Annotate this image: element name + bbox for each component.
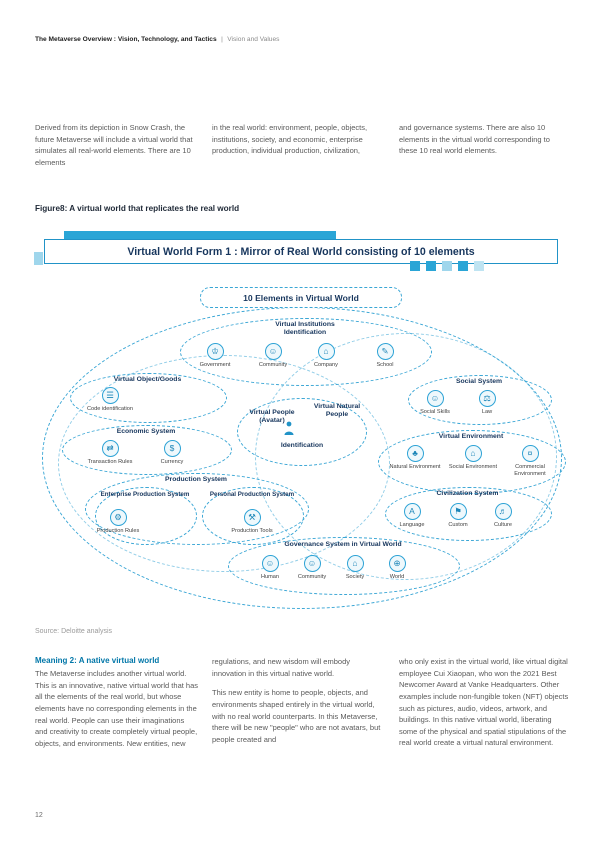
social-system-title: Social System — [455, 378, 503, 385]
social-skills-icon: ☺ — [427, 390, 444, 407]
virtual-people-title: Virtual People (Avatar) — [249, 409, 295, 425]
intro-column-1: Derived from its depiction in Snow Crash, the future Metaverse will include a virtual world that simulates all real-world elements. There are 10 elements — [35, 123, 193, 167]
school-icon: ✎ — [377, 343, 394, 360]
transaction-arrows-icon: ⇄ — [102, 440, 119, 457]
school-item — [357, 343, 413, 369]
government-label: Government — [199, 362, 231, 368]
virtual-environment-title: Virtual Environment — [438, 433, 504, 440]
code-identification-label: Code identification — [86, 406, 134, 412]
section-name: Vision and Values — [227, 36, 280, 43]
banner-deco-square — [442, 261, 452, 271]
production-rules-label: Production Rules — [96, 528, 140, 534]
civilization-system-title: Civilization System — [436, 490, 499, 497]
world-label: World — [389, 574, 405, 580]
social-skills-label: Social Skills — [420, 409, 450, 415]
society-label: Society — [345, 574, 365, 580]
meaning2-col2-paragraph-2: This new entity is home to people, objects, and environments shaped entirely in the virtual world, with no real world counterparts. In this Metaverse, there will be new "people" who are not avatars, but people created and — [212, 688, 381, 744]
custom-label: Custom — [448, 522, 468, 528]
barcode-icon: ☰ — [102, 387, 119, 404]
law-label: Law — [481, 409, 493, 415]
tools-icon: ⚒ — [244, 509, 261, 526]
currency-sign-icon: ¤ — [522, 445, 539, 462]
transaction-rules-item — [82, 440, 138, 466]
company-label: Company — [314, 362, 338, 368]
source-note: Source: Deloitte analysis — [35, 628, 113, 635]
governance-community-label: Community — [297, 574, 327, 580]
government-item — [187, 343, 243, 369]
virtual-natural-people-label: Virtual Natural People — [313, 403, 361, 419]
figure-caption: Figure8: A virtual world that replicates the real world — [35, 204, 240, 213]
natural-environment-label: Natural Environment — [389, 464, 441, 470]
tree-icon: ♣ — [407, 445, 424, 462]
banner-deco-square — [426, 261, 436, 271]
house-icon: ⌂ — [465, 445, 482, 462]
banner-deco-square — [410, 261, 420, 271]
community-icon: ☺ — [265, 343, 282, 360]
social-environment-label: Social Environment — [448, 464, 498, 470]
doc-title: The Metaverse Overview : Vision, Technology, and Tactics — [35, 36, 217, 43]
institutions-title-line1: Virtual Institutions — [275, 321, 335, 328]
object-goods-title: Virtual Object/Goods — [113, 376, 182, 383]
currency-icon: $ — [164, 440, 181, 457]
production-system-title: Production System — [165, 476, 227, 483]
banner-deco-square — [474, 261, 484, 271]
banner-deco-square — [458, 261, 468, 271]
world-item — [369, 555, 425, 581]
building-icon: ⌂ — [347, 555, 364, 572]
production-rules-item — [90, 509, 146, 535]
company-item — [298, 343, 354, 369]
currency-label: Currency — [160, 459, 184, 465]
institutions-title — [180, 321, 430, 338]
meaning2-heading: Meaning 2: A native virtual world — [35, 656, 160, 665]
production-tools-label: Production Tools — [231, 528, 273, 534]
transaction-rules-label: Transaction Rules — [87, 459, 133, 465]
virtual-world-diagram — [30, 285, 570, 623]
community-item — [245, 343, 301, 369]
natural-environment-item — [387, 445, 443, 471]
school-label: School — [376, 362, 394, 368]
people-icon: ☺ — [304, 555, 321, 572]
letter-icon: A — [404, 503, 421, 520]
intro-column-3: and governance systems. There are also 10 elements in the virtual world corresponding to these 10 real world elements. — [399, 123, 550, 156]
banner-deco-square — [34, 252, 43, 265]
running-header — [35, 28, 279, 46]
meaning2-col2-paragraph-1: regulations, and new wisdom will embody innovation in this virtual native world. — [212, 657, 350, 678]
music-note-icon: ♬ — [495, 503, 512, 520]
meaning2-column-2 — [212, 656, 386, 745]
code-identification-item — [82, 387, 138, 413]
person-icon: ☺ — [262, 555, 279, 572]
enterprise-production-title: Enterprise Production System — [100, 491, 190, 498]
banner-accent-bar — [64, 231, 336, 239]
avatar-icon — [282, 421, 296, 441]
identification-label: Identification — [280, 442, 324, 449]
meaning2-column-3: who only exist in the virtual world, like virtual digital employee Cui Xiaopan, who won the 2021 Best Newcomer Award at Vanke Headquarters. Other examples include non-fungible token (NFT) objects such as pictures, audio, videos, artwork, and buildings. In this native virtual world, liberating some of the physical and spatial stipulations of the real world create a virtual natural environment. — [399, 657, 569, 748]
figure-banner-text: Virtual World Form 1 : Mirror of Real World consisting of 10 elements — [127, 245, 475, 258]
scales-icon: ⚖ — [479, 390, 496, 407]
meaning2-column-1: The Metaverse includes another virtual world. This is an innovative, native virtual world that has all the elements of the real world, but whose elements have no corresponding elements in the real world. People can use their imaginations and creativity to create completely virtual people, objects, and environments. New entities, new — [35, 669, 198, 748]
social-environment-item — [445, 445, 501, 471]
globe-icon: ⊕ — [389, 555, 406, 572]
intro-column-2: in the real world: environment, people, objects, institutions, society, and economic, enterprise production, individual production, civilization, — [212, 123, 368, 156]
page-number: 12 — [35, 812, 43, 819]
personal-production-title: Personal Production System — [209, 491, 295, 498]
company-icon: ⌂ — [318, 343, 335, 360]
production-tools-item — [224, 509, 280, 535]
commercial-environment-label: Commercial Environment — [514, 464, 546, 477]
flag-icon: ⚑ — [450, 503, 467, 520]
institutions-title-line2: Identification — [283, 329, 327, 337]
community-label: Community — [258, 362, 288, 368]
culture-label: Culture — [493, 522, 513, 528]
commercial-environment-item — [502, 445, 558, 478]
social-skills-item — [407, 390, 463, 416]
law-item — [459, 390, 515, 416]
economic-system-title: Economic System — [116, 428, 176, 435]
header-divider: | — [221, 36, 223, 43]
governance-system-title: Governance System in Virtual World — [284, 541, 402, 548]
culture-item — [475, 503, 531, 529]
diagram-title: 10 Elements in Virtual World — [243, 292, 359, 303]
human-label: Human — [260, 574, 280, 580]
currency-item — [144, 440, 200, 466]
gear-icon: ⚙ — [110, 509, 127, 526]
diagram-title-pill — [200, 287, 402, 308]
language-label: Language — [399, 522, 425, 528]
government-icon: ♔ — [207, 343, 224, 360]
